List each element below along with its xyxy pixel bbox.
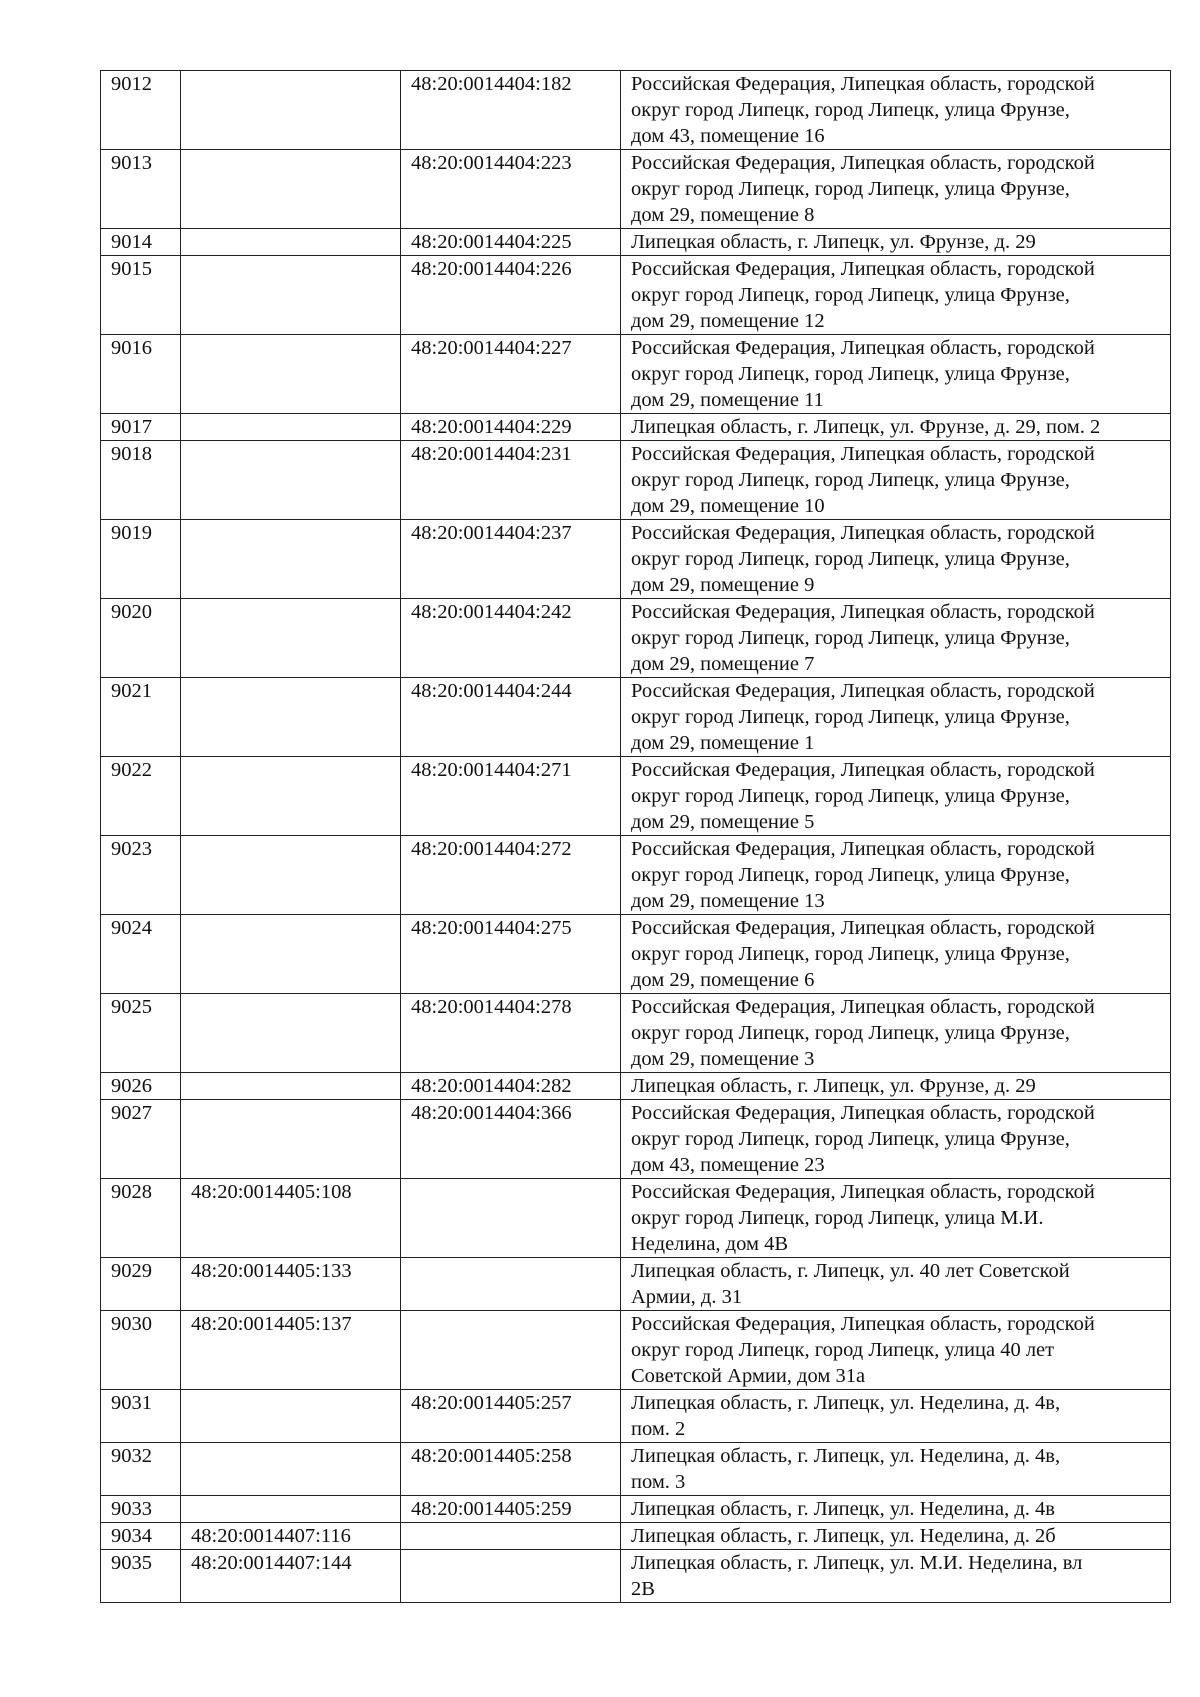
land-cadastral-number-cell [181, 1390, 401, 1443]
row-number-cell: 9028 [101, 1179, 181, 1258]
row-number-cell: 9033 [101, 1496, 181, 1523]
land-cadastral-number-cell [181, 757, 401, 836]
address-cell: Российская Федерация, Липецкая область, городской округ город Липецк, город Липецк, улица Фрунзе, дом 43, помещение 16 [621, 71, 1171, 150]
address-cell: Российская Федерация, Липецкая область, городской округ город Липецк, город Липецк, улица Фрунзе, дом 29, помещение 5 [621, 757, 1171, 836]
row-number-cell: 9014 [101, 229, 181, 256]
address-cell: Российская Федерация, Липецкая область, городской округ город Липецк, город Липецк, улица Фрунзе, дом 29, помещение 10 [621, 441, 1171, 520]
object-cadastral-number-cell: 48:20:0014405:259 [401, 1496, 621, 1523]
object-cadastral-number-cell: 48:20:0014404:225 [401, 229, 621, 256]
object-cadastral-number-cell: 48:20:0014404:278 [401, 994, 621, 1073]
land-cadastral-number-cell: 48:20:0014407:144 [181, 1550, 401, 1603]
table-row [101, 1523, 1171, 1550]
object-cadastral-number-cell: 48:20:0014404:223 [401, 150, 621, 229]
document-page [100, 70, 1170, 1603]
table-row [101, 1311, 1171, 1390]
table-row [101, 150, 1171, 229]
table-row [101, 678, 1171, 757]
object-cadastral-number-cell: 48:20:0014404:271 [401, 757, 621, 836]
land-cadastral-number-cell [181, 1496, 401, 1523]
row-number-cell: 9026 [101, 1073, 181, 1100]
table-row [101, 1550, 1171, 1603]
table-row [101, 994, 1171, 1073]
land-cadastral-number-cell [181, 915, 401, 994]
land-cadastral-number-cell [181, 1073, 401, 1100]
address-cell: Российская Федерация, Липецкая область, городской округ город Липецк, город Липецк, улица Фрунзе, дом 29, помещение 3 [621, 994, 1171, 1073]
row-number-cell: 9032 [101, 1443, 181, 1496]
table-row [101, 1496, 1171, 1523]
address-cell: Российская Федерация, Липецкая область, городской округ город Липецк, город Липецк, улица 40 лет Советской Армии, дом 31а [621, 1311, 1171, 1390]
row-number-cell: 9029 [101, 1258, 181, 1311]
address-cell: Липецкая область, г. Липецк, ул. Фрунзе, д. 29 [621, 1073, 1171, 1100]
object-cadastral-number-cell: 48:20:0014404:237 [401, 520, 621, 599]
table-row [101, 229, 1171, 256]
land-cadastral-number-cell [181, 994, 401, 1073]
table-row [101, 1258, 1171, 1311]
land-cadastral-number-cell [181, 335, 401, 414]
address-cell: Российская Федерация, Липецкая область, городской округ город Липецк, город Липецк, улица Фрунзе, дом 29, помещение 1 [621, 678, 1171, 757]
row-number-cell: 9020 [101, 599, 181, 678]
address-cell: Российская Федерация, Липецкая область, городской округ город Липецк, город Липецк, улица Фрунзе, дом 29, помещение 12 [621, 256, 1171, 335]
object-cadastral-number-cell: 48:20:0014404:227 [401, 335, 621, 414]
row-number-cell: 9031 [101, 1390, 181, 1443]
object-cadastral-number-cell [401, 1258, 621, 1311]
row-number-cell: 9030 [101, 1311, 181, 1390]
object-cadastral-number-cell [401, 1550, 621, 1603]
object-cadastral-number-cell: 48:20:0014404:275 [401, 915, 621, 994]
object-cadastral-number-cell: 48:20:0014404:272 [401, 836, 621, 915]
address-cell: Липецкая область, г. Липецк, ул. Фрунзе, д. 29 [621, 229, 1171, 256]
object-cadastral-number-cell: 48:20:0014404:242 [401, 599, 621, 678]
land-cadastral-number-cell [181, 256, 401, 335]
table-row [101, 757, 1171, 836]
object-cadastral-number-cell: 48:20:0014405:257 [401, 1390, 621, 1443]
table-row [101, 71, 1171, 150]
table-row [101, 520, 1171, 599]
object-cadastral-number-cell [401, 1179, 621, 1258]
land-cadastral-number-cell [181, 678, 401, 757]
registry-table-body [101, 71, 1171, 1603]
table-row [101, 335, 1171, 414]
table-row [101, 1073, 1171, 1100]
address-cell: Российская Федерация, Липецкая область, городской округ город Липецк, город Липецк, улица Фрунзе, дом 29, помещение 11 [621, 335, 1171, 414]
row-number-cell: 9019 [101, 520, 181, 599]
table-row [101, 1443, 1171, 1496]
address-cell: Российская Федерация, Липецкая область, городской округ город Липецк, город Липецк, улица М.И. Неделина, дом 4В [621, 1179, 1171, 1258]
object-cadastral-number-cell [401, 1311, 621, 1390]
land-cadastral-number-cell [181, 71, 401, 150]
table-row [101, 256, 1171, 335]
land-cadastral-number-cell: 48:20:0014405:137 [181, 1311, 401, 1390]
row-number-cell: 9027 [101, 1100, 181, 1179]
land-cadastral-number-cell [181, 414, 401, 441]
registry-table [100, 70, 1171, 1603]
land-cadastral-number-cell [181, 1443, 401, 1496]
table-row [101, 1390, 1171, 1443]
address-cell: Липецкая область, г. Липецк, ул. 40 лет Советской Армии, д. 31 [621, 1258, 1171, 1311]
land-cadastral-number-cell: 48:20:0014405:108 [181, 1179, 401, 1258]
land-cadastral-number-cell [181, 229, 401, 256]
table-row [101, 1179, 1171, 1258]
land-cadastral-number-cell: 48:20:0014405:133 [181, 1258, 401, 1311]
row-number-cell: 9018 [101, 441, 181, 520]
address-cell: Липецкая область, г. Липецк, ул. Неделина, д. 4в [621, 1496, 1171, 1523]
row-number-cell: 9023 [101, 836, 181, 915]
table-row [101, 836, 1171, 915]
address-cell: Липецкая область, г. Липецк, ул. Фрунзе, д. 29, пом. 2 [621, 414, 1171, 441]
address-cell: Липецкая область, г. Липецк, ул. Неделина, д. 2б [621, 1523, 1171, 1550]
row-number-cell: 9012 [101, 71, 181, 150]
object-cadastral-number-cell: 48:20:0014404:244 [401, 678, 621, 757]
row-number-cell: 9021 [101, 678, 181, 757]
row-number-cell: 9015 [101, 256, 181, 335]
address-cell: Российская Федерация, Липецкая область, городской округ город Липецк, город Липецк, улица Фрунзе, дом 29, помещение 7 [621, 599, 1171, 678]
address-cell: Российская Федерация, Липецкая область, городской округ город Липецк, город Липецк, улица Фрунзе, дом 29, помещение 8 [621, 150, 1171, 229]
land-cadastral-number-cell [181, 1100, 401, 1179]
table-row [101, 1100, 1171, 1179]
address-cell: Липецкая область, г. Липецк, ул. М.И. Неделина, вл 2В [621, 1550, 1171, 1603]
object-cadastral-number-cell: 48:20:0014404:226 [401, 256, 621, 335]
address-cell: Липецкая область, г. Липецк, ул. Неделина, д. 4в, пом. 3 [621, 1443, 1171, 1496]
address-cell: Российская Федерация, Липецкая область, городской округ город Липецк, город Липецк, улица Фрунзе, дом 29, помещение 13 [621, 836, 1171, 915]
object-cadastral-number-cell: 48:20:0014405:258 [401, 1443, 621, 1496]
table-row [101, 915, 1171, 994]
object-cadastral-number-cell: 48:20:0014404:282 [401, 1073, 621, 1100]
object-cadastral-number-cell: 48:20:0014404:229 [401, 414, 621, 441]
object-cadastral-number-cell: 48:20:0014404:366 [401, 1100, 621, 1179]
address-cell: Российская Федерация, Липецкая область, городской округ город Липецк, город Липецк, улица Фрунзе, дом 29, помещение 6 [621, 915, 1171, 994]
row-number-cell: 9034 [101, 1523, 181, 1550]
land-cadastral-number-cell [181, 520, 401, 599]
table-row [101, 414, 1171, 441]
row-number-cell: 9013 [101, 150, 181, 229]
land-cadastral-number-cell [181, 441, 401, 520]
address-cell: Российская Федерация, Липецкая область, городской округ город Липецк, город Липецк, улица Фрунзе, дом 29, помещение 9 [621, 520, 1171, 599]
row-number-cell: 9024 [101, 915, 181, 994]
table-row [101, 441, 1171, 520]
land-cadastral-number-cell: 48:20:0014407:116 [181, 1523, 401, 1550]
object-cadastral-number-cell [401, 1523, 621, 1550]
row-number-cell: 9016 [101, 335, 181, 414]
address-cell: Липецкая область, г. Липецк, ул. Неделина, д. 4в, пом. 2 [621, 1390, 1171, 1443]
address-cell: Российская Федерация, Липецкая область, городской округ город Липецк, город Липецк, улица Фрунзе, дом 43, помещение 23 [621, 1100, 1171, 1179]
row-number-cell: 9022 [101, 757, 181, 836]
row-number-cell: 9025 [101, 994, 181, 1073]
land-cadastral-number-cell [181, 150, 401, 229]
table-row [101, 599, 1171, 678]
object-cadastral-number-cell: 48:20:0014404:182 [401, 71, 621, 150]
row-number-cell: 9017 [101, 414, 181, 441]
object-cadastral-number-cell: 48:20:0014404:231 [401, 441, 621, 520]
land-cadastral-number-cell [181, 599, 401, 678]
row-number-cell: 9035 [101, 1550, 181, 1603]
land-cadastral-number-cell [181, 836, 401, 915]
